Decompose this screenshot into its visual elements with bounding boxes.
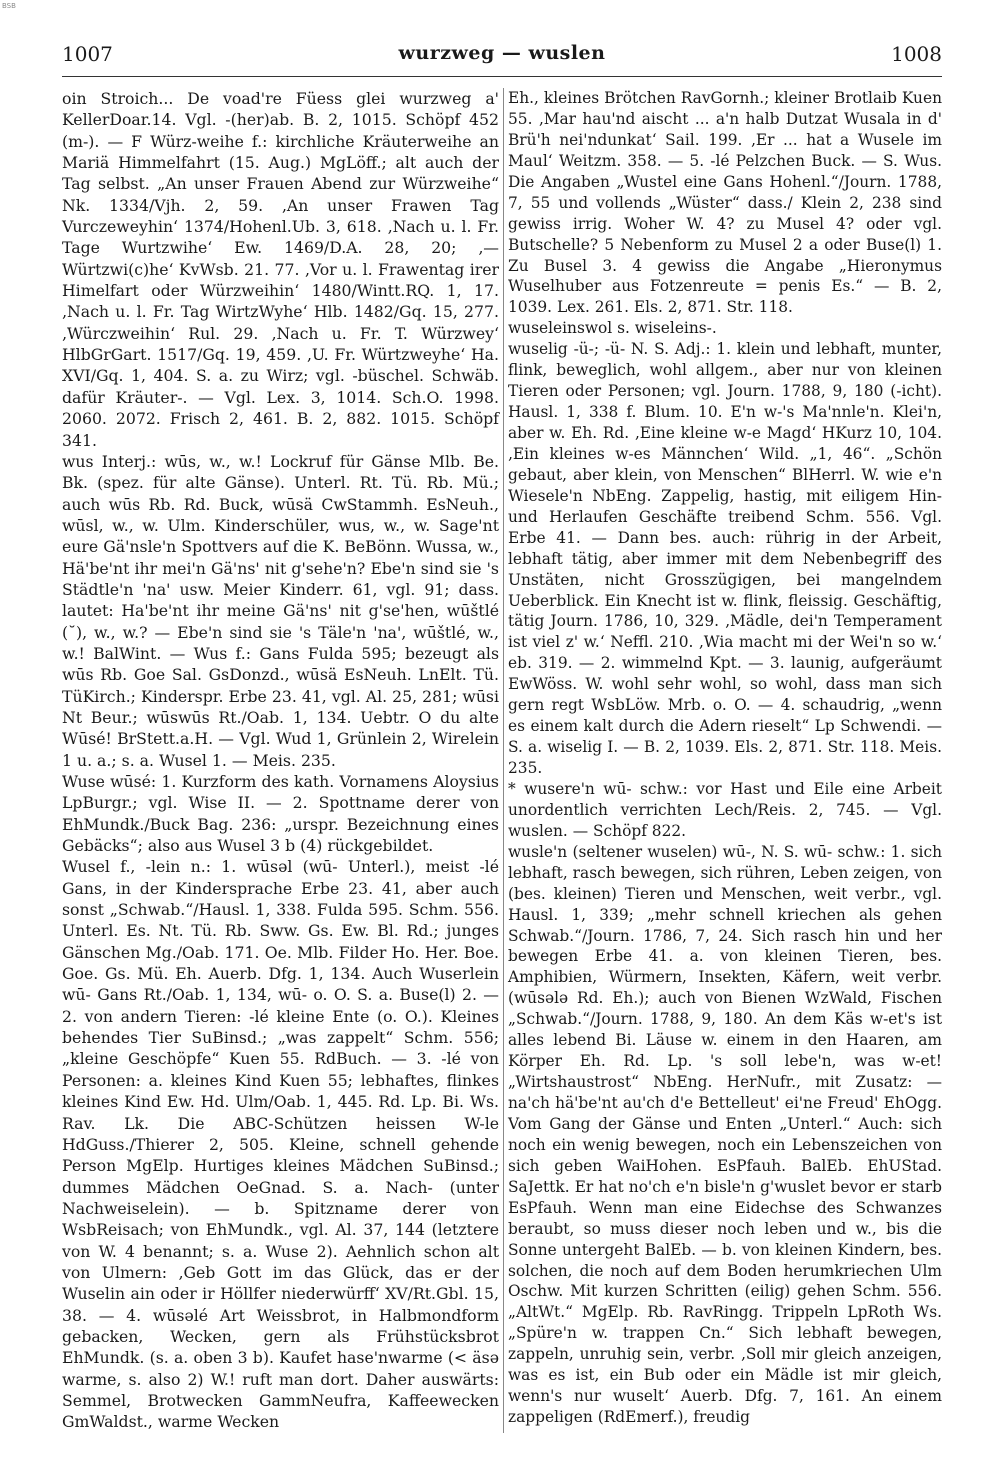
entry-wuse: Wuse wūsé: 1. Kurzform des kath. Vornamens Aloysius LpBurgr.; vgl. Wise II. — 2. Spottname derer von EhMundk./Buck Bag. 236: „urspr. Bezeichnung eines Gebäcks“; also aus Wusel 3 b (4) rückgebildet. — [62, 772, 499, 856]
library-stamp: BSB — [2, 2, 16, 10]
page-number-right: 1008 — [891, 42, 942, 66]
page-header — [62, 42, 942, 72]
entry-wus: wus Interj.: wūs, w., w.! Lockruf für Gänse Mlb. Be. Bk. (spez. für alte Gänse). Unterl. Rt. Tü. Rb. Mü.; auch wūs Rb. Rd. Buck, wūsä CwStammh. EsNeuh., wūsl, w., w. Ulm. Kinderschüler, wus, w., w. Sage'nt eure Gä'nsle'n Spottvers auf die K. BeBönn. Wussa, w., Hä'be'nt ihr mei'n Gä'ns' nit g'sehe'n? Ebe'n sind sie 's Städtle'n 'na' usw. Meier Kinderr. 61, vgl. 91; dass. lautet: Ha'be'nt ihr meine Gä'ns' nit g'se'hen, wūštlé (˘), w., w.? — Ebe'n sind sie 's Täle'n 'na', wūštlé, w., w.! BalWint. — Wus f.: Gans Fulda 595; bezeugt als wūs Rb. Goe Sal. GsDonzd., wūsä EsNeuh. LnElt. Tü. TüKirch.; Kinderspr. Erbe 23. 41, vgl. Al. 25, 281; wūsi Nt Beur.; wūswūs Rt./Oab. 1, 134. Uebtr. O du alte Wūsé! BrStett.a.H. — Vgl. Wud 1, Grünlein 2, Wirelein 1 u. a.; s. a. Wusel 1. — Meis. 235. — [62, 451, 499, 770]
running-title: wurzweg — wuslen — [398, 42, 606, 64]
header-rule — [62, 76, 942, 77]
entry-wurzweg-continued: oin Stroich... De voad're Füess glei wurzweg a' KellerDoar.14. Vgl. -(her)ab. B. 2, 1015. Schöpf 452 (m-). — F Würz-weihe f.: kirchliche Kräuterweihe an Mariä Himmelfahrt (15. Aug.) MgLöff.; alt auch der Tag selbst. „An unser Frauen Abend zur Würzweihe“ Nk. 1334/Vjh. 2, 59. ‚An unser Frawen Tag Vurczeweyhin‘ 1374/Hohenl.Ub. 3, 618. ‚Nach u. l. Fr. Tage Wurtzwihe‘ Ew. 1469/D.A. 28, 20; ‚— Würtzwi(c)he‘ KvWsb. 21. 77. ‚Vor u. l. Frawentag irer Himelfart oder Würzweihin‘ 1480/Wintt.RQ. 1, 17. ‚Nach u. l. Fr. Tag WirtzWyhe‘ Hlb. 1482/Gq. 15, 277. ‚Würczweihin‘ Rul. 29. ‚Nach u. Fr. T. Würzwey‘ HlbGrGart. 1517/Gq. 19, 459. ‚U. Fr. Würtzweyhe‘ Ha. XVI/Gq. 1, 404. S. a. zu Wirz; vgl. -büschel. Schwäb. dafür Kräuter-. — Vgl. Lex. 3, 1014. Sch.O. 1998. 2060. 2072. Frisch 2, 461. B. 2, 882. 1015. Schöpf 341. — [62, 89, 499, 450]
entry-wusel-continued: Eh., kleines Brötchen RavGornh.; kleiner Brotlaib Kuen 55. ‚Mar hau'nd aischt ... a'n halb Dutzat Wusala in d' Brü'h nei'ndunkat‘ Sail. 199. ‚Er ... hat a Wusele im Maul‘ Weitzm. 358. — 5. -lé Pelzchen Buck. — S. Wus. Die Angaben „Wustel eine Gans Hohenl.“/Journ. 1788, 7, 55 und vollends „Wüster“ dass./ Klein 2, 238 sind gewiss irrig. Woher W. 4? zu Musel 4? oder vgl. Butschelle? 5 Nebenform zu Musel 2 a oder Buse(l) 1. Zu Busel 3. 4 gewiss die Angabe „Hieronymus Wuselhuber aus Fotzenreute = penis Es.“ — B. 2, 1039. Lex. 261. Els. 2, 871. Str. 118. — [508, 89, 942, 317]
column-divider — [503, 88, 504, 1433]
left-column — [62, 88, 499, 1433]
entry-wuseleinswol: wuseleinswol s. wiseleins-. — [508, 319, 717, 338]
entry-wuselig: wuselig -ü-; -ü- N. S. Adj.: 1. klein und lebhaft, munter, flink, beweglich, wohl allgem., aber nur von kleinen Tieren oder Personen; vgl. Journ. 1788, 9, 180 (-icht). Hausl. 1, 338 f. Blum. 10. E'n w-'s Ma'nnle'n. Klei'n, aber w. Eh. Rd. ‚Eine kleine w-e Magd‘ HKurz 10, 104. ‚Ein kleines w-es Männchen‘ Wild. „1, 46“. „Schön gebaut, aber klein, von Menschen“ BlHerrl. W. wie e'n Wiesele'n NbEng. Zappelig, hastig, mit eiligem Hin- und Herlaufen Geschäfte treibend Schm. 556. Vgl. Erbe 41. — Dann bes. auch: rührig in der Arbeit, lebhaft tätig, aber immer mit dem Nebenbegriff des Unstäten, nicht Grosszügigen, bei mangelndem Ueberblick. Ein Knecht ist w. flink, fleissig. Geschäftig, tätig Journ. 1786, 10, 329. ‚Mädle, dei'n Temperament ist viel z' w.‘ Neffl. 210. ‚Wia macht mi der Wei'n so w.‘ eb. 319. — 2. wimmelnd Kpt. — 3. launig, aufgeräumt EwWöss. W. wohl sehr wohl, so wohl, dass man sich gern regt WsbLöw. Mrb. o. O. — 4. schaudrig, „wenn es einem kalt durch die Adern rieselt“ Lp Schwendi. — S. a. wiselig I. — B. 2, 1039. Els. 2, 871. Str. 118. Meis. 235. — [508, 340, 942, 777]
page-number-left: 1007 — [62, 42, 113, 66]
entry-wuslen: wusle'n (seltener wuselen) wū-, N. S. wū- schw.: 1. sich lebhaft, rasch bewegen, sich rühren, Leben zeigen, von (bes. kleinen) Tieren und Menschen, weit verbr., vgl. Hausl. 1, 339; „mehr schnell kriechen als gehen Schwab.“/Journ. 1786, 7, 24. Sich rasch hin und her bewegen Erbe 41. a. von kleinen Tieren, bes. Amphibien, Würmern, Insekten, Käfern, weit verbr. (wūsələ Rd. Eh.); auch von Bienen WzWald, Fischen „Schwab.“/Journ. 1788, 9, 180. An dem Käs w-et's ist alles lebend Bi. Läuse w. einem in den Haaren, am Körper Eh. Rd. Lp. 's soll lebe'n, was w-et! „Wirtshaustrost“ NbEng. HerNufr., mit Zusatz: — na'ch hä'be'nt au'ch d'e Bettelleut' ei'ne Freud' EhOgg. Vom Gang der Gänse und Enten „Unterl.“ Auch: sich noch ein wenig bewegen, noch ein Lebenszeichen von sich geben WaiHohen. EsPfauh. BalEb. EhUStad. SaJettk. Er hat no'ch e'n bisle'n g'wuslet bevor er starb EsPfauh. Wenn man eine Eidechse des Schwanzes beraubt, so muss dieser noch leben und w., bis die Sonne untergeht BalEb. — b. von kleinen Kindern, bes. solchen, die noch auf dem Boden herumkriechen Ulm Oschw. Mit kurzen Schritten (eilig) gehen Schm. 556. „AltWt.“ MgElp. Rb. RavRingg. Trippeln LpRoth Ws. „Spüre'n w. trappen Cn.“ Sich lebhaft bewegen, zappeln, unruhig sein, verbr. ‚Soll mir gleich anzeigen, was es ist, ein Bub oder ein Mädle ist mir gleich, wenn's nur wuselt‘ Auerb. Dfg. 7, 161. An einem zappeligen (RdEmerf.), freudig — [508, 842, 942, 1427]
entry-wusel: Wusel f., -lein n.: 1. wūsəl (wū- Unterl.), meist -lé Gans, in der Kindersprache Erbe 23. 41, aber auch sonst „Schwab.“/Hausl. 1, 338. Fulda 595. Schm. 556. Unterl. Es. Nt. Tü. Rb. Sww. Gs. Ew. Bl. Rd.; junges Gänschen Mg./Oab. 171. Oe. Mlb. Filder Ho. Her. Boe. Goe. Gs. Mü. Eh. Auerb. Dfg. 1, 134. Auch Wuserlein wū- Gans Rt./Oab. 1, 134, wū- o. O. S. a. Buse(l) 2. — 2. von andern Tieren: -lé kleine Ente (o. O.). Kleines behendes Tier SuBinsd.; „was zappelt“ Schm. 556; „kleine Geschöpfe“ Kuen 55. RdBuch. — 3. -lé von Personen: a. kleines Kind Kuen 55; lebhaftes, flinkes kleines Kind Ew. Hd. Ulm/Oab. 1, 445. Rd. Lp. Bi. Ws. Rav. Lk. Die ABC-Schützen heissen W-le HdGuss./Thierer 2, 505. Kleine, schnell gehende Person MgElp. Hurtiges kleines Mädchen SuBinsd.; dummes Mädchen OeGnad. S. a. Nach- (unter Nachweiselein). — b. Spitzname derer von WsbReisach; von EhMundk., vgl. Al. 37, 144 (letztere von W. 4 benannt; s. a. Wuse 2). Aehnlich schon alt von Ulmern: ‚Geb Gott im das Glück, das er der Wuselin ain oder ir Höllfer niederwürff‘ XV/Rt.Gbl. 15, 38. — 4. wūsəlé Art Weissbrot, in Halbmondform gebacken, Wecken, gern als Frühstücksbrot EhMundk. (s. a. oben 3 b). Kaufet hase'nwarme (< äsə warme, s. also 2) W.! ruft man dort. Daher auswärts: Semmel, Brotwecken GammNeufra, Kaffeewecken GmWaldst., warme Wecken — [62, 857, 499, 1432]
right-column — [508, 88, 942, 1428]
entry-wuseren: * wusere'n wū- schw.: vor Hast und Eile eine Arbeit unordentlich verrichten Lech/Reis. 2, 745. — Vgl. wuslen. — Schöpf 822. — [508, 779, 942, 840]
